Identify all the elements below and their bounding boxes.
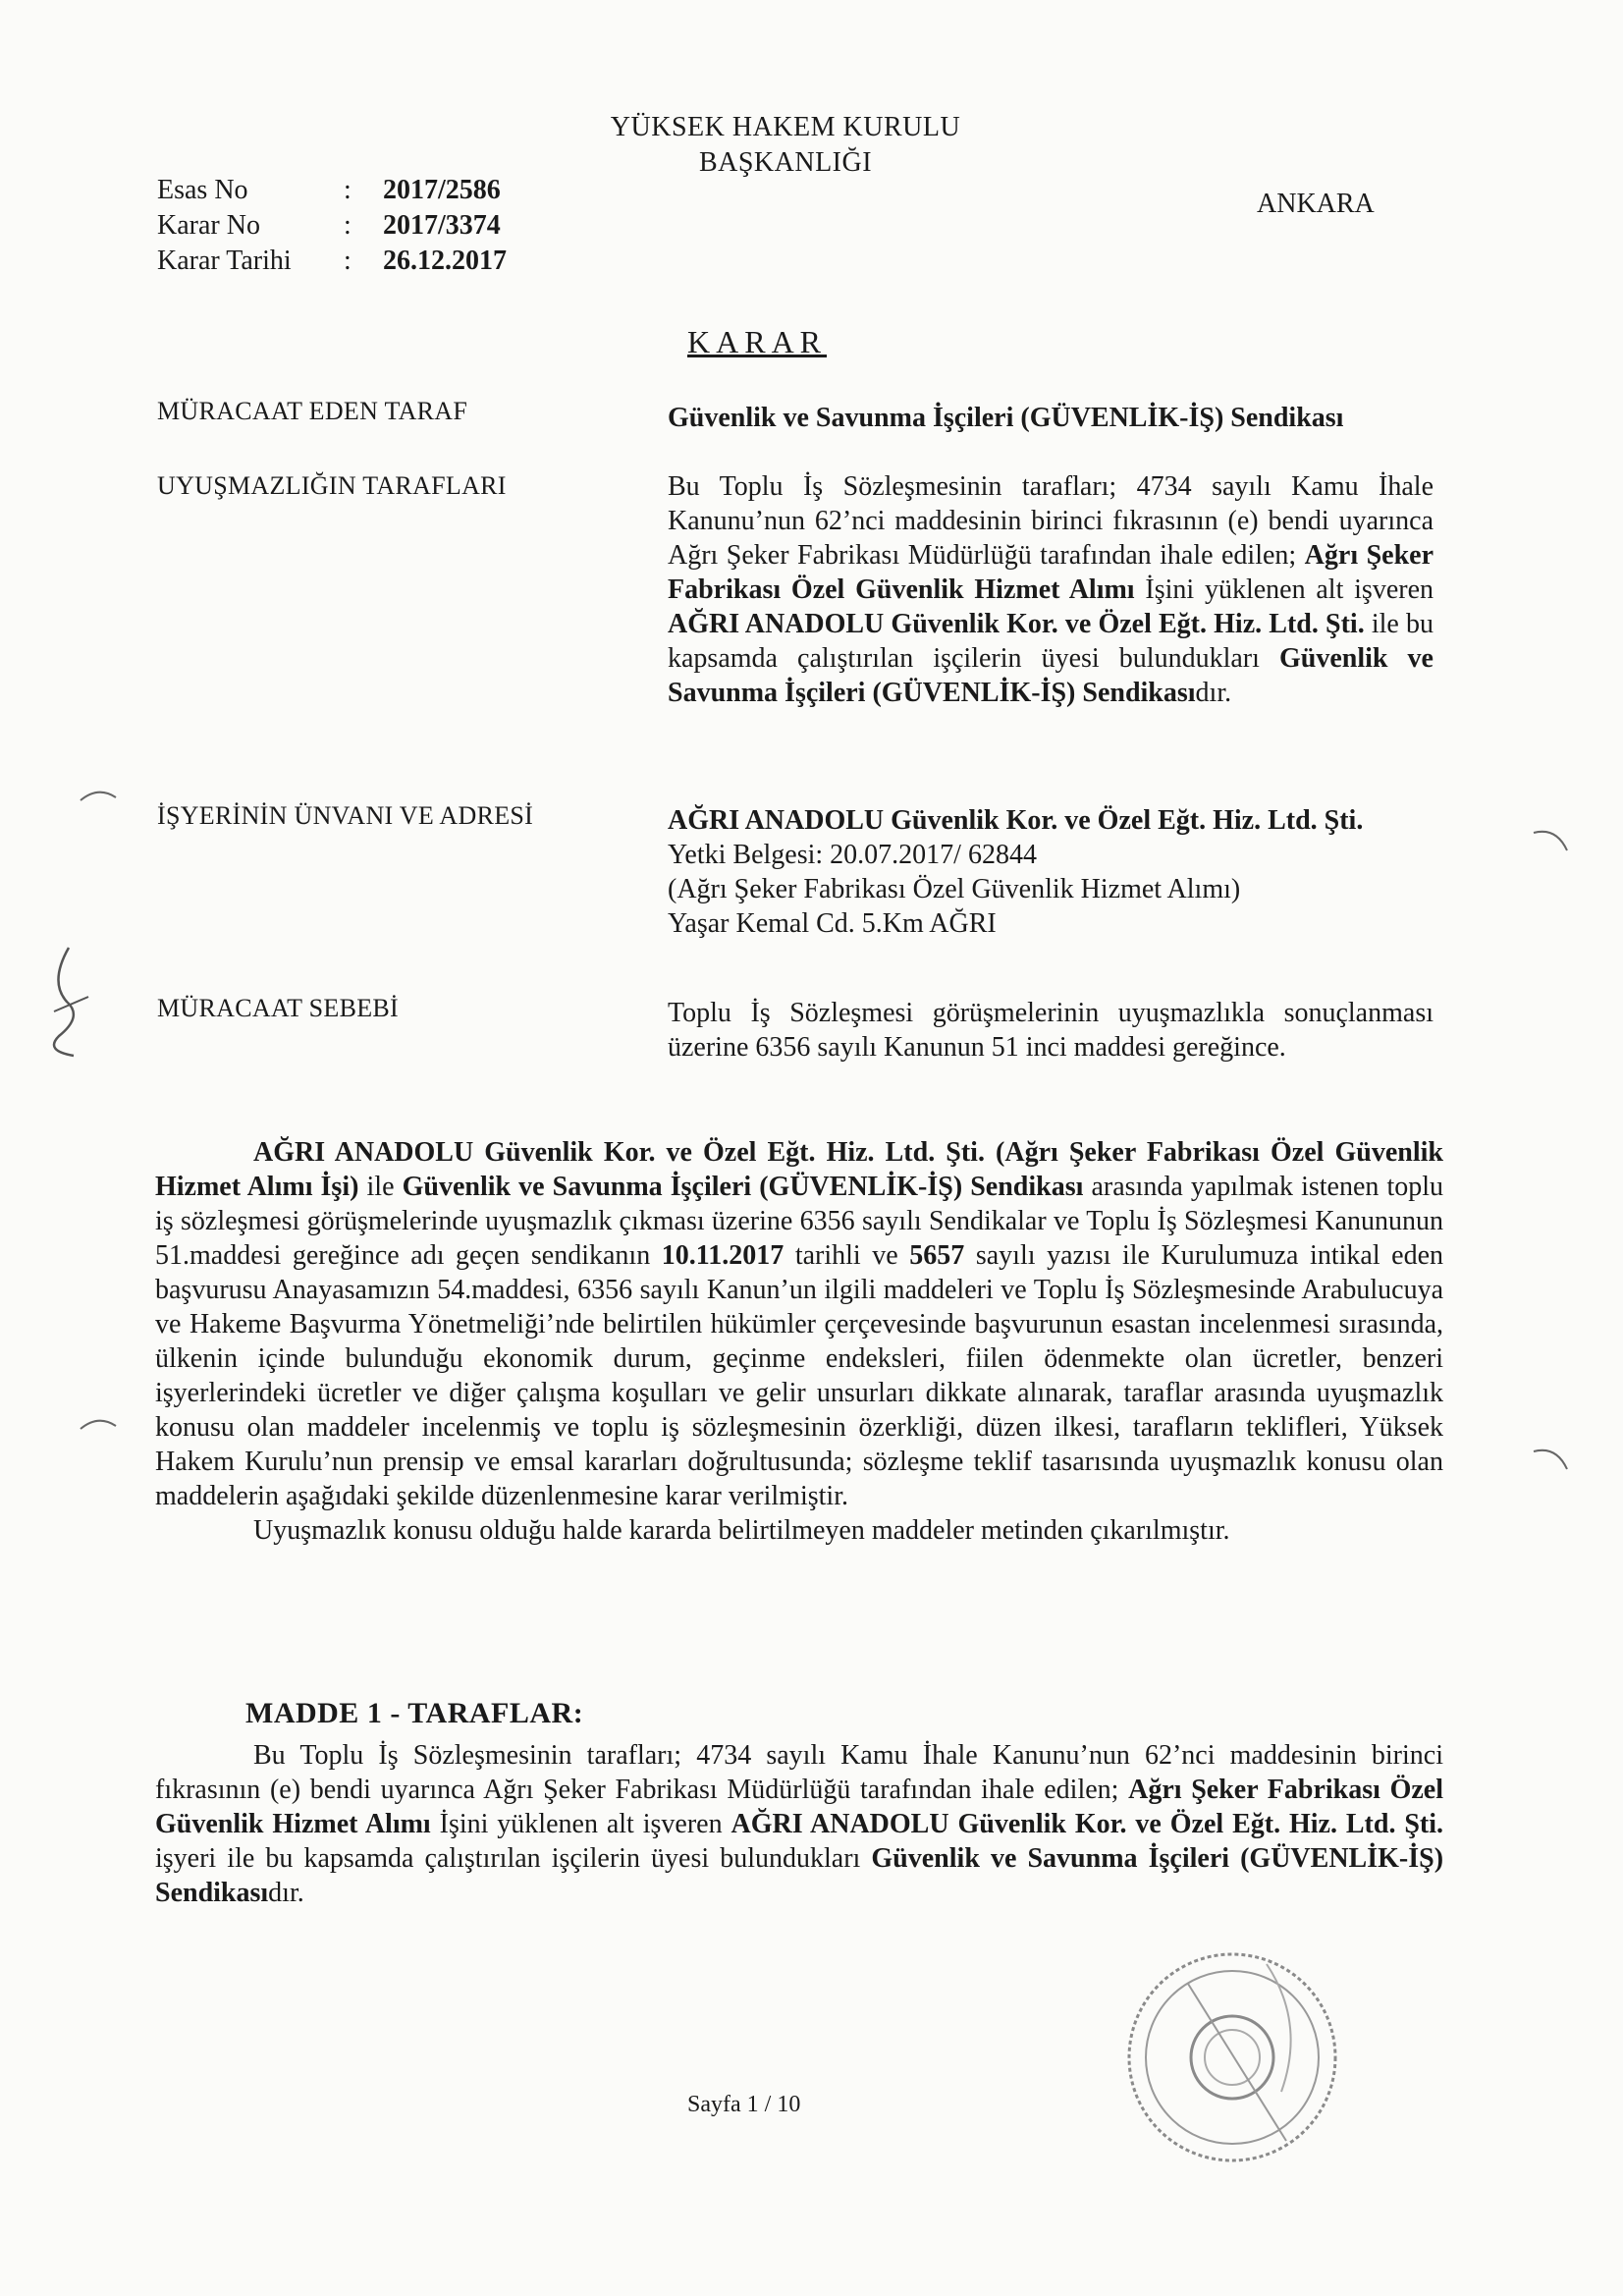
isyeri-value xyxy=(668,803,1434,941)
margin-mark-icon xyxy=(1532,1444,1571,1473)
handwritten-initial-mark xyxy=(39,943,98,1061)
taraflar-value xyxy=(668,469,1434,710)
page-number: Sayfa 1 / 10 xyxy=(687,2092,801,2117)
official-seal-stamp xyxy=(1119,1944,1345,2170)
taraflar-text: dır. xyxy=(1195,678,1232,708)
sebep-text: Toplu İş Sözleşmesi görüşmelerinin uyuşmazlıkla sonuçlanması üzerine 6356 sayılı Kanunun 51 inci maddesi gereğince. xyxy=(668,998,1434,1063)
margin-mark-icon xyxy=(1532,825,1571,854)
taraflar-bold: AĞRI ANADOLU Güvenlik Kor. ve Özel Eğt. Hiz. Ltd. Şti. xyxy=(668,609,1365,639)
body-text: sayılı yazısı ile Kurulumuza intikal eden başvurusu Anayasamızın 54.maddesi, 6356 sayılı Kanun’un ilgili maddeleri ve Toplu İş Sözleşmesinde Arabulucuya ve Hakeme Başvurma Yönetmeliği’nde belirtilen hükümler çerçevesinde başvurunun esastan incelenmesi sırasında, ülkenin içinde bulunduğu ekonomik durum, geçinme endeksleri, fiilen ödenmekte olan ücretler, benzeri işyerlerindeki ücretler ve diğer çalışma koşulları ve gelir unsurları dikkate alınarak, taraflar arasında uyuşmazlık konusu olan maddeler incelenmiş ve toplu iş sözleşmesinin özerkliği, düzen ilkesi, tarafların teklifleri, Yüksek Hakem Kurulu’nun prensip ve emsal kararları doğrultusunda; sözleşme teklif tasarısında uyuşmazlık konusu olan maddelerin aşağıdaki şekilde düzenlenmesine karar verilmiştir. xyxy=(155,1240,1444,1511)
applicant-name: Güvenlik ve Savunma İşçileri (GÜVENLİK-İŞ) Sendikası xyxy=(668,403,1344,433)
madde-1-body xyxy=(155,1738,1443,1910)
taraflar-bold: Ağrı Şeker Fabrikası Özel Güvenlik Hizmet Alımı xyxy=(668,540,1434,605)
body-text: tarihli ve xyxy=(794,1240,898,1271)
taraflar-text: İşini yüklenen alt işveren xyxy=(1145,574,1434,605)
isyeri-adres: Yaşar Kemal Cd. 5.Km AĞRI xyxy=(668,908,997,939)
sebep-label: MÜRACAAT SEBEBİ xyxy=(157,994,400,1022)
city: ANKARA xyxy=(1257,189,1375,219)
karar-value: 2017/3374 xyxy=(383,210,501,241)
muracaat-eden-label: MÜRACAAT EDEN TARAF xyxy=(157,397,468,425)
madde-bold: Güvenlik ve Savunma İşçileri (GÜVENLİK-İŞ) Sendikası xyxy=(155,1843,1444,1908)
case-meta xyxy=(157,173,540,279)
muracaat-eden-value xyxy=(668,401,1434,435)
body-bold: Güvenlik ve Savunma İşçileri (GÜVENLİK-İŞ) Sendikası xyxy=(402,1172,1084,1202)
institution-name: YÜKSEK HAKEM KURULU xyxy=(610,112,961,142)
institution-subtitle: BAŞKANLIĞI xyxy=(698,147,873,178)
margin-mark-icon xyxy=(79,1414,118,1434)
body-bold: AĞRI ANADOLU Güvenlik Kor. ve Özel Eğt. Hiz. Ltd. Şti. (Ağrı Şeker Fabrikası Özel Güvenlik Hizmet Alımı İşi) xyxy=(155,1137,1443,1202)
body-text: arasında yapılmak istenen toplu iş sözleşmesi görüşmelerinde uyuşmazlık çıkması üzerine 6356 sayılı Sendikalar ve Toplu İş Sözleşmesi Kanununun 51.maddesi gereğince adı geçen sendikanın xyxy=(155,1172,1444,1271)
body-bold: 5657 xyxy=(909,1240,965,1271)
karar-label: Karar No xyxy=(157,210,260,241)
body-paragraph xyxy=(155,1135,1443,1513)
body-bold: 10.11.2017 xyxy=(661,1240,784,1271)
isyeri-name: AĞRI ANADOLU Güvenlik Kor. ve Özel Eğt. Hiz. Ltd. Şti. xyxy=(668,805,1364,836)
tarih-row xyxy=(157,244,540,279)
taraflar-bold: Güvenlik ve Savunma İşçileri (GÜVENLİK-İŞ) Sendikası xyxy=(668,643,1434,708)
colon: : xyxy=(344,210,352,241)
madde-bold: AĞRI ANADOLU Güvenlik Kor. ve Özel Eğt. Hiz. Ltd. Şti. xyxy=(730,1809,1444,1839)
document-header xyxy=(530,110,1041,181)
colon: : xyxy=(344,175,352,205)
tarih-label: Karar Tarihi xyxy=(157,246,292,276)
margin-mark-icon xyxy=(79,786,118,805)
madde-text: İşini yüklenen alt işveren xyxy=(439,1809,723,1839)
taraflar-text: ile bu kapsamda çalıştırılan işçilerin üyesi bulundukları xyxy=(668,609,1434,674)
isyeri-label: İŞYERİNİN ÜNVANI VE ADRESİ xyxy=(157,801,534,830)
madde-text: işyeri ile bu kapsamda çalıştırılan işçilerin üyesi bulundukları xyxy=(155,1843,861,1874)
madde-text: dır. xyxy=(268,1878,304,1908)
taraflar-label: UYUŞMAZLIĞIN TARAFLARI xyxy=(157,471,507,500)
madde-bold: Ağrı Şeker Fabrikası Özel Güvenlik Hizmet Alımı xyxy=(155,1775,1443,1839)
esas-row xyxy=(157,173,540,208)
colon: : xyxy=(344,246,352,276)
madde-1-title: MADDE 1 - TARAFLAR: xyxy=(245,1697,584,1729)
madde-text: Bu Toplu İş Sözleşmesinin tarafları; 4734 sayılı Kamu İhale Kanunu’nun 62’nci maddesinin birinci fıkrasının (e) bendi uyarınca Ağrı Şeker Fabrikası Müdürlüğü tarafından ihale edilen; xyxy=(155,1740,1443,1805)
page-title: KARAR xyxy=(687,324,828,359)
body-paragraph: Uyuşmazlık konusu olduğu halde kararda belirtilmeyen maddeler metinden çıkarılmıştır. xyxy=(253,1515,1230,1546)
tarih-value: 26.12.2017 xyxy=(383,246,507,276)
madde-1-paragraph xyxy=(155,1738,1443,1910)
isyeri-yetki: Yetki Belgesi: 20.07.2017/ 62844 xyxy=(668,840,1037,870)
sebep-value xyxy=(668,996,1434,1065)
isyeri-alim: (Ağrı Şeker Fabrikası Özel Güvenlik Hizmet Alımı) xyxy=(668,874,1241,904)
decision-body xyxy=(155,1135,1443,1548)
esas-label: Esas No xyxy=(157,175,248,205)
body-text: ile xyxy=(366,1172,395,1202)
esas-value: 2017/2586 xyxy=(383,175,501,205)
karar-row xyxy=(157,208,540,244)
taraflar-text: Bu Toplu İş Sözleşmesinin tarafları; 4734 sayılı Kamu İhale Kanunu’nun 62’nci maddesinin birinci fıkrasının (e) bendi uyarınca Ağrı Şeker Fabrikası Müdürlüğü tarafından ihale edilen; xyxy=(668,471,1434,571)
